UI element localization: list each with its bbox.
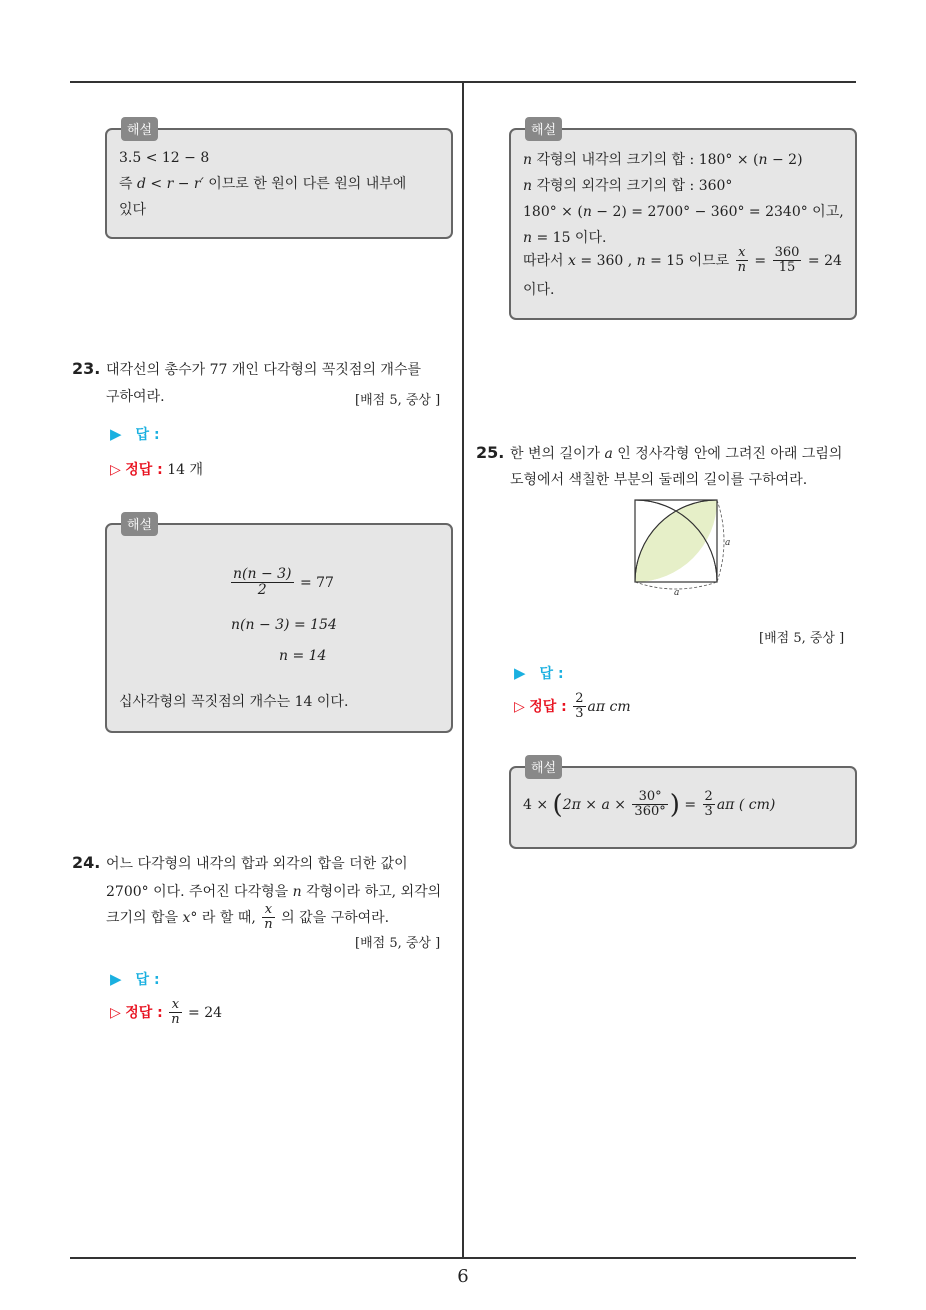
- q24-expl-line6: 이다.: [523, 282, 555, 298]
- q25-expl-formula: 4 × (2π × a × $\frac{30^\circ}{360^\circ}$ ) = $\frac{2}{3}$ aπ ( cm): [523, 789, 776, 820]
- explanation-tag: 해설: [525, 117, 562, 141]
- bottom-rule: [70, 1257, 856, 1259]
- q23-correct-answer: ▷ 정답 : 14 개: [110, 462, 204, 478]
- q23-answer-label: ▶ 답 :: [110, 425, 160, 443]
- q23-expl-eq2: n(n − 3) = 154: [231, 617, 337, 633]
- question-number: 24.: [72, 853, 101, 872]
- q23-expl-eq1: $\frac{n(n - 3)}{2}$ = 77: [233, 566, 334, 599]
- q24-score-meta: [배점 5, 중상 ]: [355, 936, 441, 951]
- q23-score-meta: [배점 5, 중상 ]: [355, 393, 441, 408]
- correct-marker-icon: ▷: [110, 1004, 121, 1021]
- explanation-tag: 해설: [121, 117, 158, 141]
- q22-expl-line3: 있다: [119, 202, 147, 218]
- q22-explanation-box: [105, 123, 453, 239]
- q25-square-figure: [625, 496, 737, 600]
- q25-score-meta: [배점 5, 중상 ]: [759, 631, 845, 646]
- q24-expl-line1: n 각형의 내각의 크기의 합 : 180° × (n − 2): [523, 152, 803, 168]
- correct-marker-icon: ▷: [514, 698, 525, 715]
- q24-text-line3: 크기의 합을 x° 라 할 때, $\frac{x}{n}$ 의 값을 구하여라.: [106, 902, 390, 933]
- column-divider: [462, 82, 464, 1258]
- q24-correct-answer: ▷ 정답 : $\frac{x}{n}$ = 24: [110, 997, 223, 1028]
- q23-text-line1: 대각선의 총수가 77 개인 다각형의 꼭짓점의 개수를: [106, 362, 421, 378]
- q22-expl-line1: 3.5 < 12 − 8: [119, 150, 210, 166]
- q25-answer-label: ▶ 답 :: [514, 664, 564, 682]
- question-number: 25.: [476, 443, 505, 462]
- q24-answer-label: ▶ 답 :: [110, 970, 160, 988]
- answer-arrow-icon: ▶: [110, 425, 122, 443]
- q24-text-line2: 2700° 이다. 주어진 다각형을 n 각형이라 하고, 외각의: [106, 884, 442, 900]
- q24-expl-line4: n = 15 이다.: [523, 230, 607, 246]
- q22-expl-line2: 즉 d < r − r′ 이므로 한 원이 다른 원의 내부에: [119, 176, 407, 192]
- bottom-label: a: [674, 588, 680, 598]
- q25-explanation-box: [509, 761, 857, 849]
- q24-text-line1: 어느 다각형의 내각의 합과 외각의 합을 더한 값이: [106, 856, 408, 872]
- explanation-tag: 해설: [525, 755, 562, 779]
- explanation-tag: 해설: [121, 512, 158, 536]
- q25-text-line1: 한 변의 길이가 a 인 정사각형 안에 그려진 아래 그림의: [510, 446, 843, 462]
- q23-expl-conclusion: 십사각형의 꼭짓점의 개수는 14 이다.: [119, 694, 349, 710]
- q23-text-line2: 구하여라.: [106, 389, 165, 405]
- page-number: 6: [457, 1266, 469, 1287]
- q23-expl-eq3: n = 14: [279, 648, 327, 664]
- q25-text-line2: 도형에서 색칠한 부분의 둘레의 길이를 구하여라.: [510, 472, 808, 488]
- q24-explanation-box: [509, 123, 857, 320]
- answer-arrow-icon: ▶: [514, 664, 526, 682]
- q25-correct-answer: ▷ 정답 : $\frac{2}{3}$ aπ cm: [514, 691, 631, 722]
- q23-explanation-box: [105, 518, 453, 733]
- q24-expl-line3: 180° × (n − 2) = 2700° − 360° = 2340° 이고,: [523, 204, 844, 220]
- q24-expl-line5: 따라서 x = 360 , n = 15 이므로 $\frac{x}{n}$ = $\frac{360}{15}$ = 24: [523, 245, 842, 276]
- q24-expl-line2: n 각형의 외각의 크기의 합 : 360°: [523, 178, 733, 194]
- question-number: 23.: [72, 359, 101, 378]
- side-label: a: [725, 538, 731, 548]
- answer-arrow-icon: ▶: [110, 970, 122, 988]
- correct-marker-icon: ▷: [110, 462, 121, 478]
